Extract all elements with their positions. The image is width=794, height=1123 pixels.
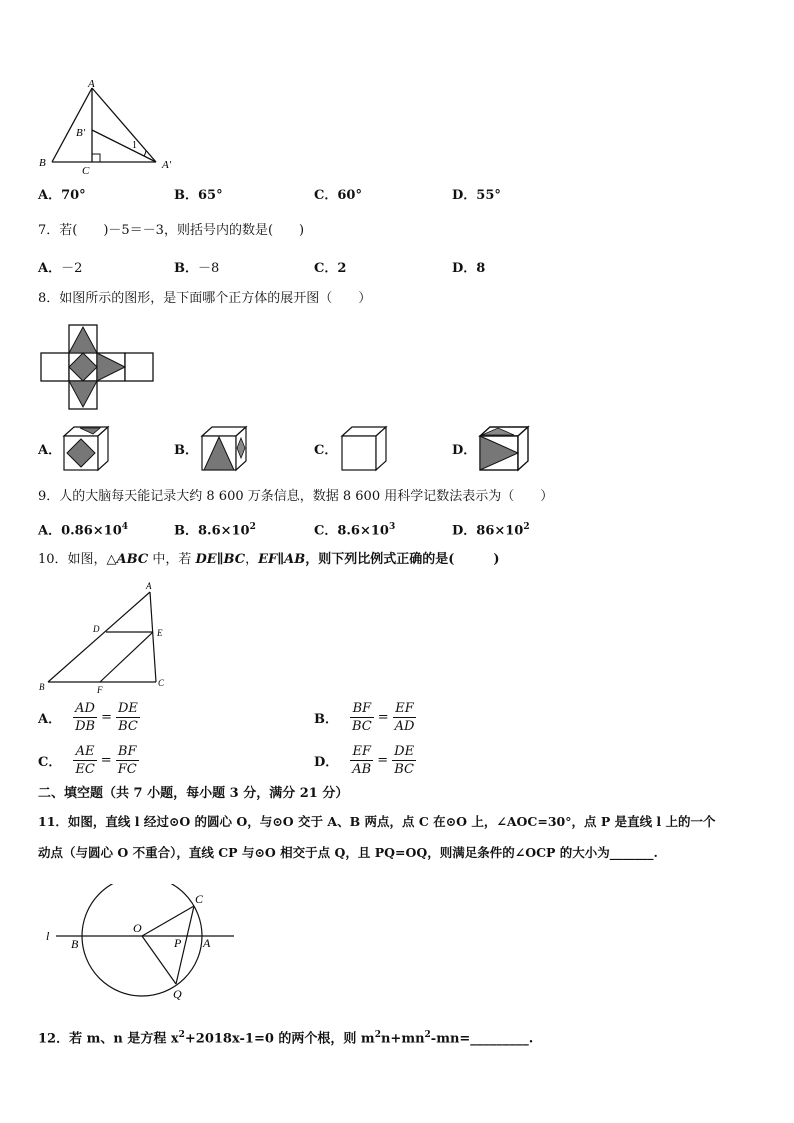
denominator: FC (117, 762, 137, 777)
option-letter: D． (452, 523, 477, 539)
q10-label-b: B (39, 682, 45, 692)
q12-exponent: 2 (424, 1030, 431, 1040)
q12-answer-blank[interactable]: -mn=_________. (430, 1031, 534, 1047)
option-letter: C． (314, 261, 338, 276)
q9-option-c[interactable] (314, 519, 395, 539)
option-base: 0.86×10 (61, 523, 122, 539)
option-exponent: 2 (249, 522, 256, 532)
q8-option-c-cube[interactable] (338, 424, 392, 474)
option-letter: C． (314, 523, 338, 539)
equals-sign: = (377, 710, 389, 725)
option-base: 8.6×10 (337, 523, 389, 539)
fraction (116, 743, 139, 778)
q8-option-d-cube[interactable] (476, 424, 534, 474)
q10-stem-suffix: ，则下列比例式正确的是( ) (305, 552, 500, 567)
numerator: AD (73, 700, 97, 718)
q10-option-d[interactable] (314, 743, 416, 778)
numerator: EF (393, 700, 417, 718)
q10-label-d: D (93, 624, 100, 634)
fraction (350, 700, 374, 735)
q10-triangle-figure (36, 580, 176, 696)
option-text: 70° (61, 188, 86, 203)
q8-option-b[interactable] (174, 443, 198, 459)
q8-option-b-cube[interactable] (198, 424, 252, 474)
option-letter: D． (452, 443, 477, 458)
q7-option-b[interactable] (174, 261, 219, 277)
q10-stem (38, 552, 500, 568)
numerator: AE (73, 743, 96, 761)
q8-cube-net-figure (38, 322, 158, 414)
q9-option-d[interactable] (452, 519, 530, 539)
q6-label-c: C (82, 165, 90, 177)
equals-sign: = (377, 753, 389, 768)
numerator: EF (350, 743, 373, 761)
option-base: 86×10 (476, 523, 524, 539)
option-letter: B． (174, 188, 198, 203)
q7-option-a[interactable] (38, 261, 82, 277)
q9-option-b[interactable] (174, 519, 256, 539)
q6-option-b[interactable] (174, 188, 223, 204)
option-letter: D． (452, 261, 477, 276)
q7-stem: 7．若( )－5＝－3，则括号内的数是( ) (38, 223, 305, 238)
option-letter: B． (174, 523, 198, 539)
q11-label-a: A (203, 936, 211, 950)
option-letter: C． (314, 443, 338, 458)
q10-stem-de: DE∥BC (195, 552, 246, 567)
option-letter: D． (314, 755, 339, 770)
denominator: EC (75, 762, 95, 777)
option-text: 2 (337, 261, 347, 276)
q6-label-bprime: B′ (76, 127, 86, 139)
option-letter: A． (38, 443, 62, 458)
fraction (116, 700, 140, 735)
q6-option-d[interactable] (452, 188, 501, 204)
option-base: 8.6×10 (198, 523, 250, 539)
q7-option-c[interactable] (314, 261, 346, 277)
option-text: －2 (61, 261, 83, 276)
q10-label-f: F (97, 685, 103, 695)
numerator: DE (394, 744, 415, 759)
option-letter: A． (38, 523, 62, 539)
q6-option-a[interactable] (38, 188, 86, 204)
q10-stem-comma: ， (245, 552, 259, 567)
q10-option-a[interactable] (38, 700, 140, 735)
q12-prefix: 12．若 m、n 是方程 x (38, 1031, 179, 1047)
fraction (350, 743, 373, 778)
numerator: BF (350, 700, 374, 718)
option-letter: B． (314, 712, 338, 727)
option-text: 8 (476, 261, 486, 276)
option-letter: A． (38, 712, 62, 727)
q11-label-b: B (71, 937, 79, 951)
q11-label-o: O (133, 921, 142, 935)
q6-option-c[interactable] (314, 188, 362, 204)
q10-stem-mid: 中，若 (148, 552, 196, 567)
q8-option-a[interactable] (38, 443, 61, 459)
fraction (392, 743, 416, 778)
q11-label-p: P (174, 936, 182, 950)
option-letter: D． (452, 188, 477, 203)
q8-option-c[interactable] (314, 443, 337, 459)
option-letter: A． (38, 188, 62, 203)
q10-label-e: E (157, 628, 163, 638)
equals-sign: = (100, 753, 112, 768)
q12-exponent: 2 (374, 1030, 381, 1040)
numerator: BF (116, 743, 139, 761)
q10-stem-triangle: △ABC (106, 552, 149, 567)
q9-stem: 9．人的大脑每天能记录大约 8 600 万条信息，数据 8 600 用科学记数法表示为（ ） (38, 489, 554, 504)
denominator: AD (394, 719, 415, 734)
q11-label-q: Q (173, 987, 182, 1001)
q6-label-aprime: A′ (162, 159, 172, 171)
option-text: －8 (198, 261, 220, 276)
q8-option-a-cube[interactable] (60, 424, 114, 474)
q11-label-l: l (46, 929, 50, 943)
q10-stem-prefix: 10．如图， (38, 552, 107, 567)
q11-stem-line1: 11．如图，直线 l 经过⊙O 的圆心 O，与⊙O 交于 A、B 两点，点 C 在⊙O 上，∠AOC=30°，点 P 是直线 l 上的一个 (38, 814, 716, 829)
q6-triangle-figure (36, 78, 186, 178)
denominator: AB (352, 762, 372, 777)
option-letter: C． (38, 755, 62, 770)
denominator: BC (394, 762, 414, 777)
option-letter: B． (174, 443, 198, 458)
denominator: DB (75, 719, 96, 734)
fraction (73, 700, 97, 735)
denominator: BC (352, 719, 372, 734)
q11-circle-figure (40, 884, 240, 1006)
denominator: BC (118, 719, 138, 734)
option-letter: B． (174, 261, 198, 276)
q12-mid2: n+mn (380, 1031, 425, 1047)
q7-option-d[interactable] (452, 261, 485, 277)
q9-option-a[interactable] (38, 519, 128, 539)
q11-label-c: C (195, 892, 204, 906)
q8-stem: 8．如图所示的图形，是下面哪个正方体的展开图（ ） (38, 291, 372, 306)
option-text: 55° (476, 188, 501, 203)
equals-sign: = (101, 710, 112, 725)
q6-label-a: A (88, 78, 95, 90)
numerator: DE (117, 701, 138, 716)
option-letter: A． (38, 261, 62, 276)
q12-exponent: 2 (178, 1030, 185, 1040)
q10-label-a: A (146, 581, 152, 591)
option-exponent: 2 (523, 522, 530, 532)
option-exponent: 3 (388, 522, 396, 532)
section-2-heading: 二、填空题（共 7 小题，每小题 3 分，满分 21 分） (38, 786, 349, 801)
q10-label-c: C (158, 678, 165, 688)
option-letter: C． (314, 188, 338, 203)
q6-label-b: B (39, 157, 46, 169)
q10-option-c[interactable] (38, 743, 139, 778)
option-exponent: 4 (121, 522, 129, 532)
q8-option-d[interactable] (452, 443, 476, 459)
q10-option-b[interactable] (314, 700, 416, 735)
fraction (393, 700, 417, 735)
q11-stem-line2: 动点（与圆心 O 不重合），直线 CP 与⊙O 相交于点 Q，且 PQ=OQ，则满足条件的∠OCP 的大小为_______. (38, 845, 658, 860)
fraction (73, 743, 96, 778)
q10-stem-ef: EF∥AB (258, 552, 306, 567)
q12-stem (38, 1027, 533, 1047)
q12-mid: +2018x-1=0 的两个根，则 m (184, 1031, 375, 1047)
q6-label-angle: 1 (132, 140, 137, 151)
option-text: 65° (198, 188, 223, 203)
option-text: 60° (337, 188, 362, 203)
